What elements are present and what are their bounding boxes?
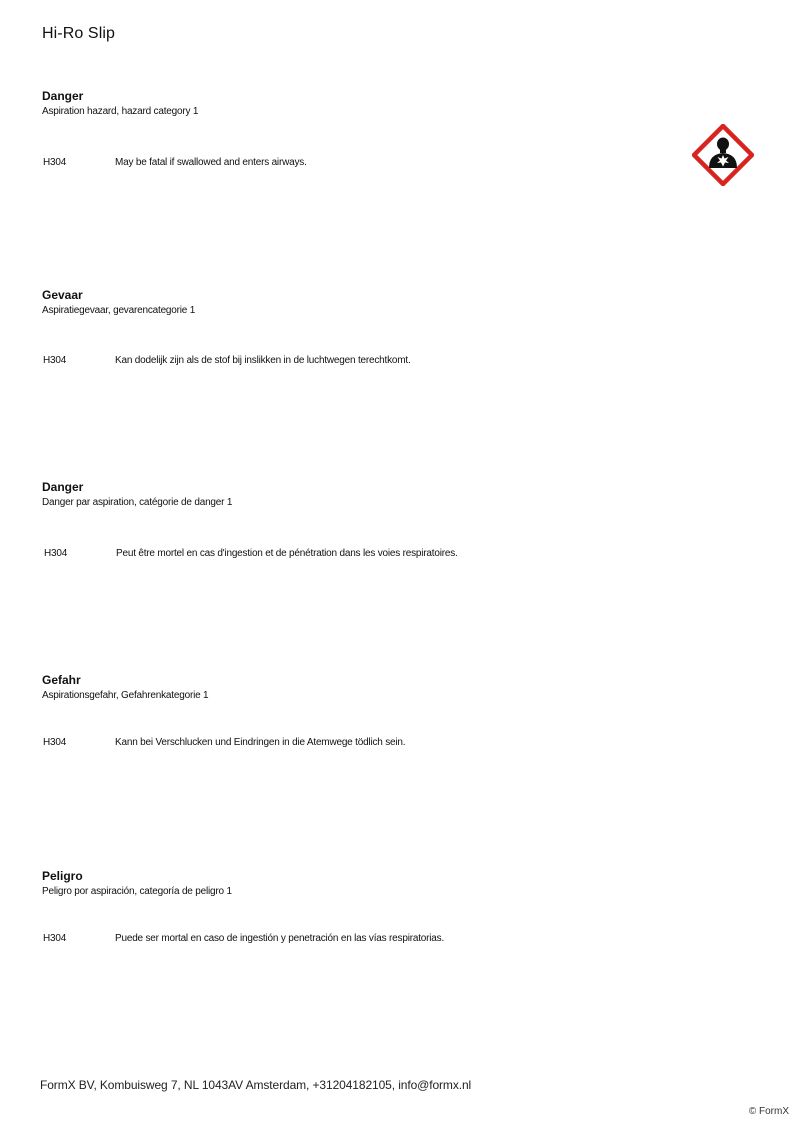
hazard-section-fr [42,479,682,561]
hazard-statement [42,736,682,750]
hazard-code: H304 [44,548,68,559]
hazard-classification: Aspirationsgefahr, Gefahrenkategorie 1 [42,690,209,701]
hazard-statement [42,932,682,946]
footer-copyright: © FormX [748,1106,789,1117]
hazard-section-nl [42,287,682,368]
hazard-section-en [42,88,682,170]
hazard-text: Puede ser mortal en caso de ingestión y penetración en las vías respiratorias. [115,933,445,944]
hazard-classification: Danger par aspiration, catégorie de danger 1 [42,497,233,508]
hazard-code: H304 [43,355,67,366]
signal-word: Peligro [42,869,83,883]
hazard-classification: Peligro por aspiración, categoría de peligro 1 [42,886,232,897]
hazard-code: H304 [43,737,67,748]
hazard-section-de [42,672,682,750]
hazard-text: May be fatal if swallowed and enters airways. [115,157,307,168]
signal-word: Gevaar [42,288,83,302]
signal-word: Danger [42,89,84,103]
hazard-text: Kann bei Verschlucken und Eindringen in die Atemwege tödlich sein. [115,737,406,748]
document-title: Hi-Ro Slip [42,25,116,42]
hazard-statement [42,156,682,170]
hazard-text: Peut être mortel en cas d'ingestion et de pénétration dans les voies respiratoires. [116,548,458,559]
footer-contact: FormX BV, Kombuisweg 7, NL 1043AV Amsterdam, +31204182105, info@formx.nl [40,1078,472,1092]
hazard-statement [42,354,682,368]
hazard-section-es [42,868,682,946]
hazard-text: Kan dodelijk zijn als de stof bij inslikken in de luchtwegen terechtkomt. [115,355,411,366]
hazard-classification: Aspiration hazard, hazard category 1 [42,106,199,117]
ghs08-health-hazard-icon [692,124,754,186]
hazard-statement [43,547,683,561]
hazard-code: H304 [43,933,67,944]
signal-word: Gefahr [42,673,81,687]
hazard-classification: Aspiratiegevaar, gevarencategorie 1 [42,305,196,316]
hazard-code: H304 [43,157,67,168]
signal-word: Danger [42,480,84,494]
